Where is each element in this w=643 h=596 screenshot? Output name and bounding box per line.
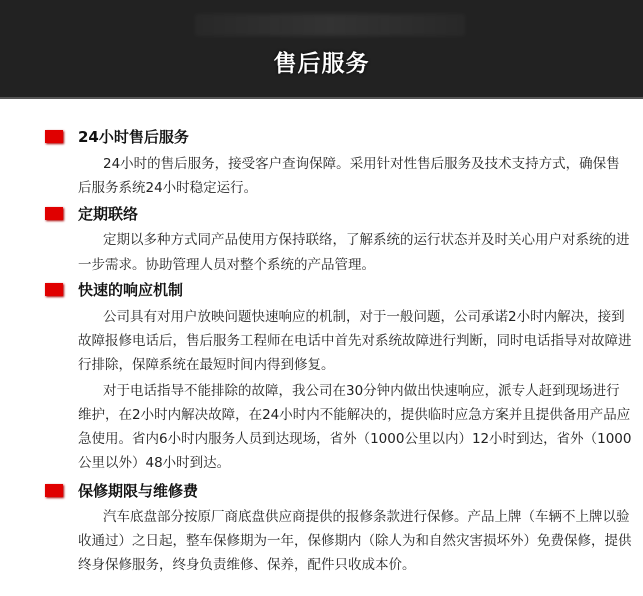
red-square-icon (45, 283, 63, 296)
heading-text: 24小时售后服务 (78, 128, 189, 146)
heading-text: 保修期限与维修费 (78, 482, 199, 500)
red-square-icon (45, 484, 63, 497)
body-line: 故障报修电话后，售后服务工程师在电话中首先对系统故障进行判断，同时电话指导对故障进 (78, 333, 632, 349)
body-line: 行排除，保障系统在最短时间内得到修复。 (78, 357, 335, 373)
body-line: 汽车底盘部分按原厂商底盘供应商提供的报修条款进行保修。产品上牌（车辆不上牌以验 (103, 509, 630, 525)
page-title: 售后服务 (273, 51, 370, 77)
heading-text: 定期联络 (78, 205, 139, 223)
red-square-icon (45, 130, 63, 143)
body-line: 定期以多种方式同产品使用方保持联络，了解系统的运行状态并及时关心用户对系统的进 (103, 232, 630, 248)
faded-subtitle (195, 14, 465, 36)
body-line: 维护，在2小时内解决故障，在24小时内不能解决的，提供临时应急方案并且提供备用产品应 (78, 407, 631, 423)
body-line: 终身保修服务，终身负责维修、保养，配件只收成本价。 (78, 557, 416, 573)
heading-text: 快速的响应机制 (78, 281, 184, 299)
red-square-icon (45, 207, 63, 220)
body-line: 公司具有对用户放映问题快速响应的机制，对于一般问题，公司承诺2小时内解决，接到 (103, 309, 625, 325)
body-line: 对于电话指导不能排除的故障，我公司在30分钟内做出快速响应，派专人赶到现场进行 (103, 383, 620, 399)
body-line: 24小时的售后服务，接受客户查询保障。采用针对性售后服务及技术支持方式，确保售 (103, 156, 620, 172)
header-banner (0, 0, 643, 99)
body-line: 公里以外）48小时到达。 (78, 455, 231, 471)
body-line: 一步需求。协助管理人员对整个系统的产品管理。 (78, 257, 375, 273)
body-line: 收通过）之日起，整车保修期为一年，保修期内（除人为和自然灾害损坏外）免费保修，提供 (78, 533, 632, 549)
body-line: 急使用。省内6小时内服务人员到达现场，省外（1000公里以内）12小时到达，省外（1000 (78, 431, 632, 447)
body-line: 后服务系统24小时稳定运行。 (78, 180, 258, 196)
